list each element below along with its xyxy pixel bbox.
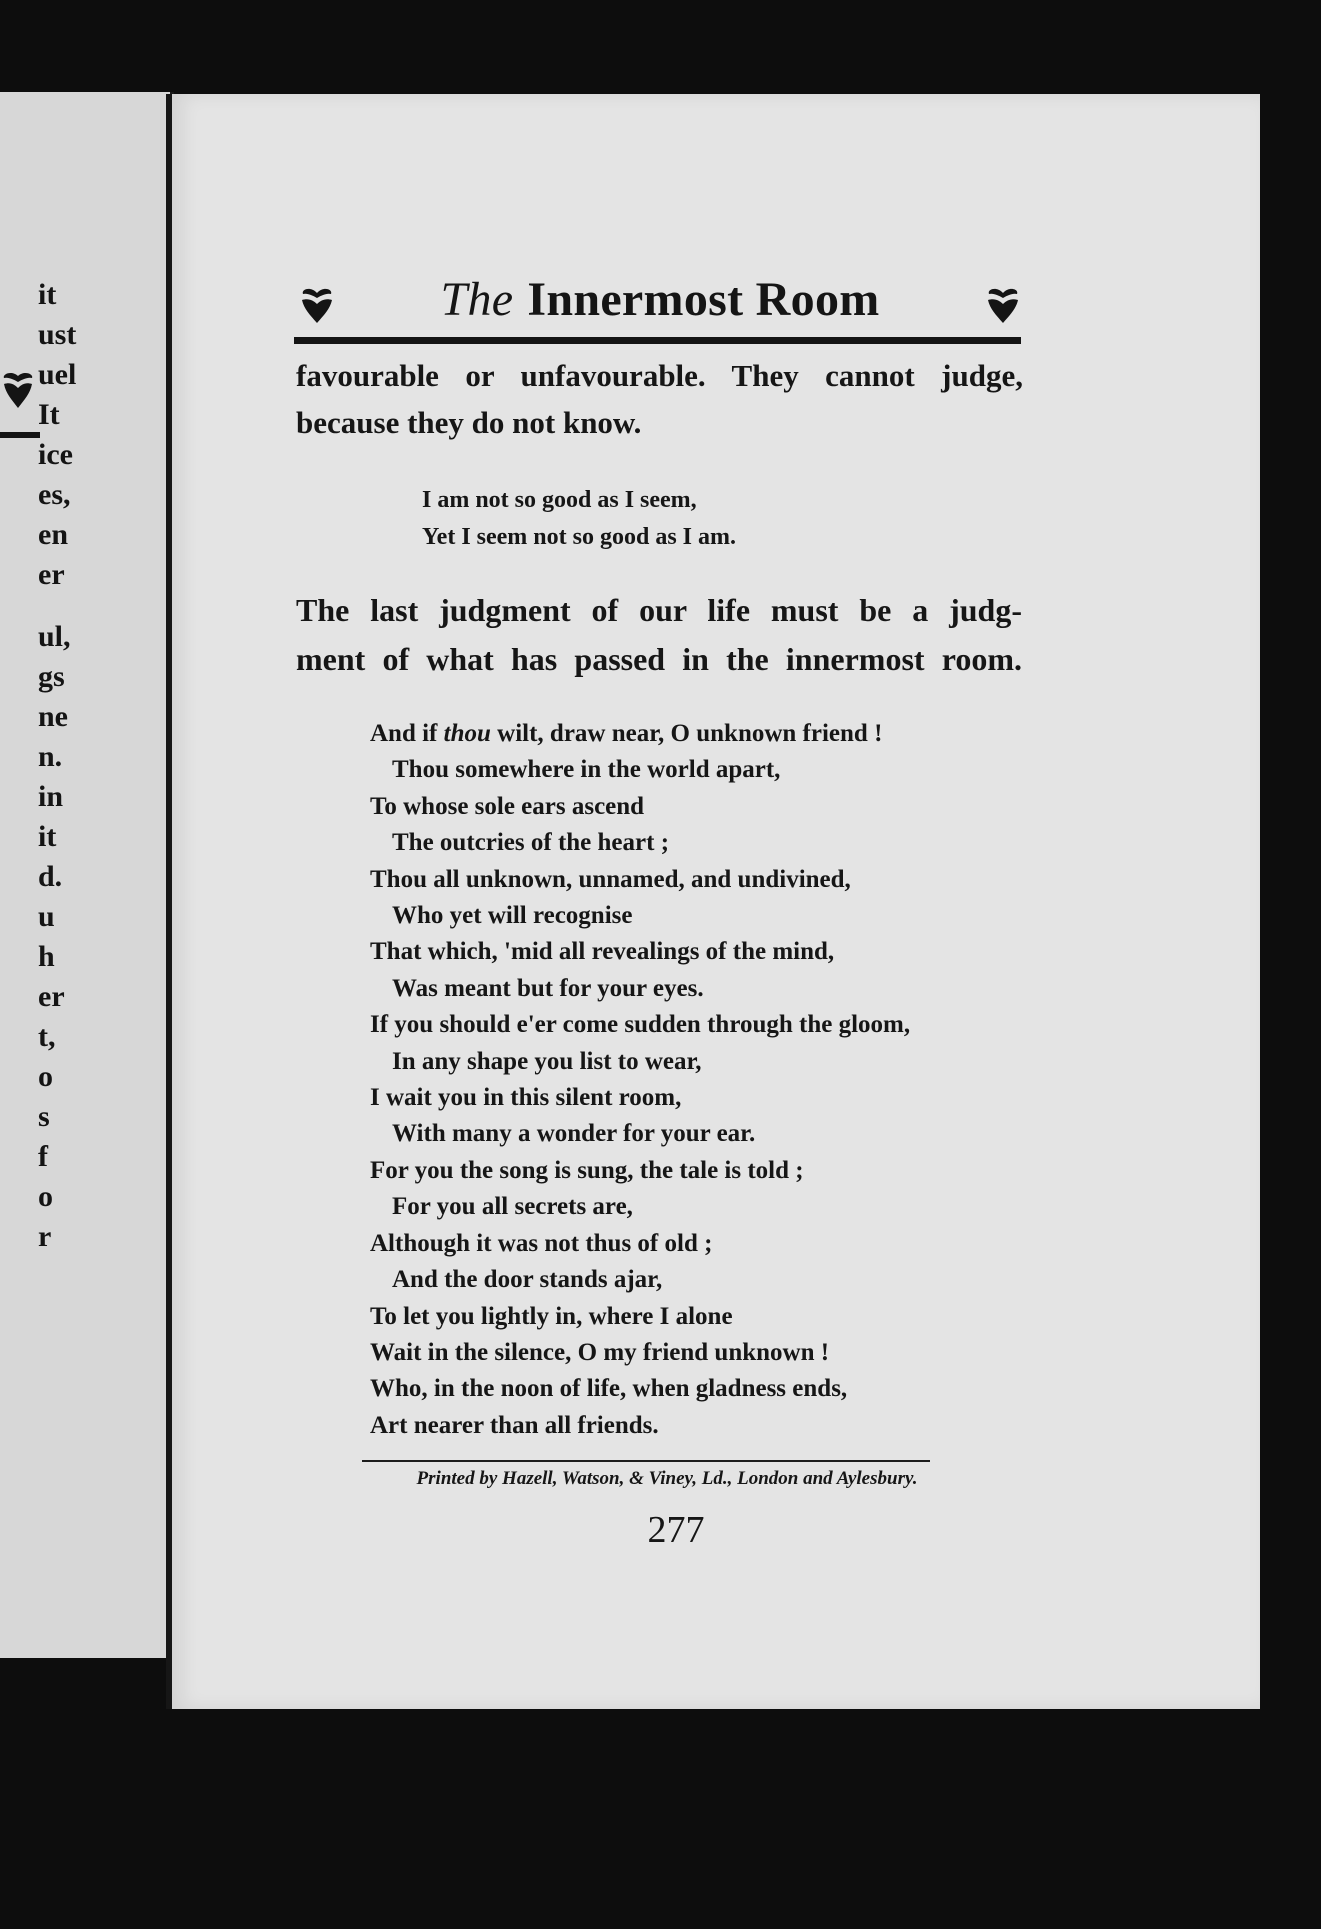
- poem-line-start: And if: [370, 720, 444, 747]
- poem-line: Wait in the silence, O my friend unknown !: [370, 1338, 830, 1366]
- previous-page-text-fragment: ne: [38, 700, 68, 733]
- previous-page-text-fragment: es,: [38, 478, 71, 511]
- page-title-the: The: [440, 273, 514, 326]
- footer-rule: [362, 1460, 930, 1462]
- poem-line: For you the song is sung, the tale is told ;: [370, 1156, 804, 1184]
- previous-page-text-fragment: it: [38, 820, 57, 853]
- previous-page-text-fragment: f: [38, 1140, 48, 1173]
- poem-line: Who yet will recognise: [392, 902, 633, 930]
- printer-imprint: Printed by Hazell, Watson, & Viney, Ld., London and Aylesbury.: [416, 1468, 918, 1489]
- poem-line-italic: thou: [443, 720, 491, 747]
- epigraph-line: Yet I seem not so good as I am.: [422, 524, 736, 550]
- paragraph-2: [296, 586, 1022, 684]
- poem-line: And the door stands ajar,: [392, 1266, 663, 1294]
- previous-page-text-fragment: It: [38, 398, 60, 431]
- previous-page-text-fragment: it: [38, 278, 57, 311]
- previous-page-text-fragment: uel: [38, 358, 77, 391]
- paragraph-2-line: The last judgment of our life must be a judg-: [296, 592, 1022, 628]
- epigraph: [422, 482, 736, 556]
- poem-line: Was meant but for your eyes.: [392, 974, 704, 1002]
- paragraph-1-line: because they do not know.: [296, 405, 642, 440]
- paragraph-2-line: ment of what has passed in the innermost room.: [296, 641, 1022, 677]
- poem-line: With many a wonder for your ear.: [392, 1120, 756, 1148]
- previous-page-edge: [0, 92, 174, 1658]
- poem-line: For you all secrets are,: [392, 1193, 633, 1221]
- page-number: 277: [647, 1509, 705, 1551]
- header-rule: [294, 337, 1021, 344]
- previous-page-text-fragment: er: [38, 980, 65, 1013]
- previous-page-text-fragment: in: [38, 780, 64, 813]
- previous-page-text-fragment: u: [38, 900, 55, 933]
- poem-line: Although it was not thus of old ;: [370, 1229, 713, 1257]
- previous-page-text-fragment: h: [38, 940, 55, 973]
- poem-line: Thou all unknown, unnamed, and undivined,: [370, 865, 851, 893]
- previous-page-text-fragment: gs: [38, 660, 65, 693]
- epigraph-line: I am not so good as I seem,: [422, 487, 697, 513]
- poem-line: The outcries of the heart ;: [392, 829, 670, 857]
- running-header: [294, 266, 1026, 336]
- poem-line: To let you lightly in, where I alone: [370, 1302, 733, 1330]
- previous-page-text-fragment: ul,: [38, 620, 71, 653]
- page-title-main: Innermost Room: [527, 273, 880, 326]
- previous-page-text-fragment: d.: [38, 860, 63, 893]
- previous-page-text-fragment: ust: [38, 318, 77, 351]
- previous-page-text-fragment: n.: [38, 740, 63, 773]
- poem-line: [370, 716, 910, 752]
- poem: [370, 716, 910, 1444]
- page-title: [294, 266, 1026, 334]
- previous-page-text-fragment: s: [38, 1100, 50, 1133]
- previous-page-text-fragment: o: [38, 1180, 53, 1213]
- poem-line: If you should e'er come sudden through the gloom,: [370, 1011, 911, 1039]
- paragraph-1-line: favourable or unfavourable. They cannot judge,: [296, 358, 1023, 393]
- page: [166, 94, 1260, 1709]
- paragraph-1: [296, 352, 1023, 446]
- poem-line: Thou somewhere in the world apart,: [392, 756, 781, 784]
- previous-page-text-fragment: er: [38, 558, 65, 591]
- previous-page-text-fragment: o: [38, 1060, 53, 1093]
- previous-page-text-fragment: t,: [38, 1020, 56, 1053]
- previous-page-text-fragment: en: [38, 518, 68, 551]
- leaf-ornament-icon: [982, 286, 1024, 324]
- previous-page-text-fragment: ice: [38, 438, 73, 471]
- poem-line: Who, in the noon of life, when gladness ends,: [370, 1375, 848, 1403]
- poem-line: Art nearer than all friends.: [370, 1411, 659, 1439]
- poem-line-end: wilt, draw near, O unknown friend !: [490, 720, 883, 747]
- poem-line: That which, 'mid all revealings of the mind,: [370, 938, 835, 966]
- poem-line: In any shape you list to wear,: [392, 1047, 702, 1075]
- previous-page-text-fragment: r: [38, 1220, 52, 1253]
- poem-line: I wait you in this silent room,: [370, 1084, 682, 1112]
- previous-page-text-fragments: [0, 92, 170, 1658]
- poem-line: To whose sole ears ascend: [370, 792, 645, 820]
